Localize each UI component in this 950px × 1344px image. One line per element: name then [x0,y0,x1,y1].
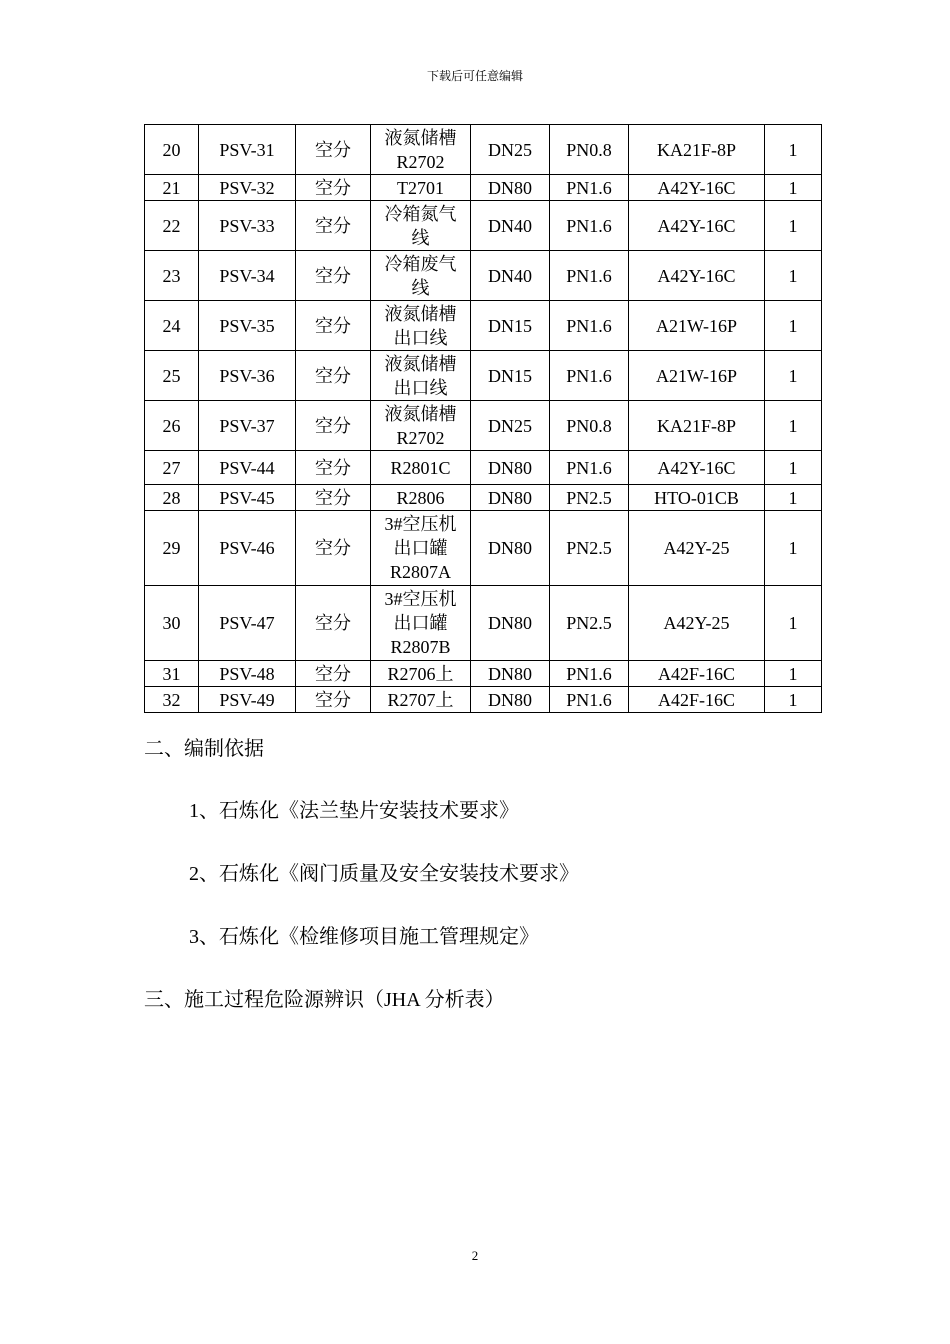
table-row [145,485,822,511]
row-number-cell: 29 [145,511,199,586]
location-line: 出口线 [393,377,448,398]
location-line: R2702 [396,151,445,172]
location-line: R2807A [389,562,451,582]
quantity-cell: 1 [765,661,822,687]
table-row [145,301,822,351]
row-number-cell: 28 [145,485,199,511]
valve-tag-cell: PSV-47 [199,586,296,661]
valve-model-cell: A42Y-16C [629,201,765,251]
location-line: 出口罐 [393,538,448,558]
valve-tag-cell: PSV-31 [199,125,296,175]
nominal-diameter-cell: DN25 [471,401,550,451]
nominal-diameter-cell: DN15 [471,301,550,351]
valve-model-cell: A21W-16P [629,301,765,351]
quantity-cell: 1 [765,351,822,401]
row-number-cell: 31 [145,661,199,687]
location-line: R2706上 [387,663,454,684]
unit-name-cell: 空分 [296,175,371,201]
safety-valve-table [144,124,822,713]
quantity-cell: 1 [765,125,822,175]
nominal-pressure-cell: PN1.6 [550,661,629,687]
valve-tag-cell: PSV-49 [199,687,296,713]
install-location-cell [371,301,471,351]
valve-tag-cell: PSV-34 [199,251,296,301]
nominal-diameter-cell: DN80 [471,687,550,713]
location-line: 液氮储槽 [384,303,457,324]
valve-tag-cell: PSV-46 [199,511,296,586]
unit-name-cell: 空分 [296,661,371,687]
location-line: R2807B [390,637,451,657]
valve-tag-cell: PSV-45 [199,485,296,511]
location-line: 线 [411,277,430,298]
row-number-cell: 25 [145,351,199,401]
nominal-pressure-cell: PN1.6 [550,301,629,351]
section-heading-hazard: 三、施工过程危险源辨识（JHA 分析表） [144,989,505,1011]
nominal-diameter-cell: DN15 [471,351,550,401]
valve-model-cell: A42Y-25 [629,586,765,661]
basis-item: 1、石炼化《法兰垫片安装技术要求》 [189,800,519,822]
table-row [145,125,822,175]
location-line: 线 [411,227,430,248]
nominal-diameter-cell: DN80 [471,511,550,586]
table-row [145,201,822,251]
row-number-cell: 27 [145,451,199,485]
nominal-diameter-cell: DN80 [471,661,550,687]
row-number-cell: 32 [145,687,199,713]
install-location-cell [371,201,471,251]
valve-tag-cell: PSV-44 [199,451,296,485]
quantity-cell: 1 [765,687,822,713]
section-heading-basis: 二、编制依据 [144,738,264,760]
install-location-cell [371,125,471,175]
quantity-cell: 1 [765,586,822,661]
location-line: 冷箱废气 [384,253,457,274]
unit-name-cell: 空分 [296,451,371,485]
location-line: R2801C [390,457,451,478]
unit-name-cell: 空分 [296,687,371,713]
nominal-pressure-cell: PN0.8 [550,401,629,451]
table-row [145,586,822,661]
table-row [145,351,822,401]
nominal-pressure-cell: PN1.6 [550,175,629,201]
valve-tag-cell: PSV-36 [199,351,296,401]
location-line: T2701 [397,177,444,198]
quantity-cell: 1 [765,485,822,511]
install-location-cell [371,175,471,201]
quantity-cell: 1 [765,401,822,451]
nominal-pressure-cell: PN2.5 [550,511,629,586]
unit-name-cell: 空分 [296,201,371,251]
header-note: 下载后可任意编辑 [426,69,523,83]
location-line: 3#空压机 [384,589,457,609]
unit-name-cell: 空分 [296,485,371,511]
unit-name-cell: 空分 [296,401,371,451]
install-location-cell [371,451,471,485]
location-line: 液氮储槽 [384,353,457,374]
location-line: R2707上 [387,689,454,710]
table-row [145,251,822,301]
nominal-diameter-cell: DN80 [471,175,550,201]
nominal-pressure-cell: PN1.6 [550,201,629,251]
location-line: 液氮储槽 [384,403,457,424]
valve-model-cell: KA21F-8P [629,125,765,175]
location-line: R2806 [396,487,445,508]
unit-name-cell: 空分 [296,125,371,175]
nominal-diameter-cell: DN40 [471,201,550,251]
nominal-pressure-cell: PN1.6 [550,687,629,713]
row-number-cell: 23 [145,251,199,301]
row-number-cell: 21 [145,175,199,201]
valve-tag-cell: PSV-33 [199,201,296,251]
row-number-cell: 24 [145,301,199,351]
nominal-diameter-cell: DN25 [471,125,550,175]
nominal-pressure-cell: PN1.6 [550,351,629,401]
table-row [145,511,822,586]
unit-name-cell: 空分 [296,511,371,586]
location-line: 冷箱氮气 [384,203,457,224]
nominal-pressure-cell: PN1.6 [550,251,629,301]
valve-model-cell: A42F-16C [629,687,765,713]
nominal-diameter-cell: DN80 [471,451,550,485]
install-location-cell [371,687,471,713]
nominal-pressure-cell: PN1.6 [550,451,629,485]
install-location-cell [371,661,471,687]
install-location-cell [371,351,471,401]
table-row [145,687,822,713]
location-line: 出口线 [393,327,448,348]
unit-name-cell: 空分 [296,251,371,301]
basis-item: 2、石炼化《阀门质量及安全安装技术要求》 [189,863,579,885]
install-location-cell [371,511,471,586]
quantity-cell: 1 [765,251,822,301]
valve-model-cell: A42Y-25 [629,511,765,586]
quantity-cell: 1 [765,201,822,251]
valve-tag-cell: PSV-32 [199,175,296,201]
table-row [145,401,822,451]
install-location-cell [371,586,471,661]
quantity-cell: 1 [765,511,822,586]
nominal-pressure-cell: PN2.5 [550,485,629,511]
quantity-cell: 1 [765,301,822,351]
row-number-cell: 30 [145,586,199,661]
install-location-cell [371,251,471,301]
valve-model-cell: A42Y-16C [629,451,765,485]
basis-item: 3、石炼化《检维修项目施工管理规定》 [189,926,539,948]
nominal-pressure-cell: PN2.5 [550,586,629,661]
valve-model-cell: A42Y-16C [629,175,765,201]
location-line: 3#空压机 [384,514,457,534]
valve-tag-cell: PSV-35 [199,301,296,351]
location-line: 液氮储槽 [384,127,457,148]
valve-model-cell: A42F-16C [629,661,765,687]
row-number-cell: 20 [145,125,199,175]
valve-model-cell: A21W-16P [629,351,765,401]
nominal-pressure-cell: PN0.8 [550,125,629,175]
page-number: 2 [471,1248,479,1263]
unit-name-cell: 空分 [296,301,371,351]
unit-name-cell: 空分 [296,351,371,401]
valve-tag-cell: PSV-37 [199,401,296,451]
row-number-cell: 22 [145,201,199,251]
table-row [145,175,822,201]
table-row [145,661,822,687]
nominal-diameter-cell: DN80 [471,586,550,661]
nominal-diameter-cell: DN80 [471,485,550,511]
valve-model-cell: KA21F-8P [629,401,765,451]
unit-name-cell: 空分 [296,586,371,661]
row-number-cell: 26 [145,401,199,451]
quantity-cell: 1 [765,451,822,485]
table-row [145,451,822,485]
install-location-cell [371,401,471,451]
valve-tag-cell: PSV-48 [199,661,296,687]
location-line: R2702 [396,427,445,448]
quantity-cell: 1 [765,175,822,201]
nominal-diameter-cell: DN40 [471,251,550,301]
valve-model-cell: A42Y-16C [629,251,765,301]
location-line: 出口罐 [393,613,448,633]
valve-model-cell: HTO-01CB [629,485,765,511]
install-location-cell [371,485,471,511]
